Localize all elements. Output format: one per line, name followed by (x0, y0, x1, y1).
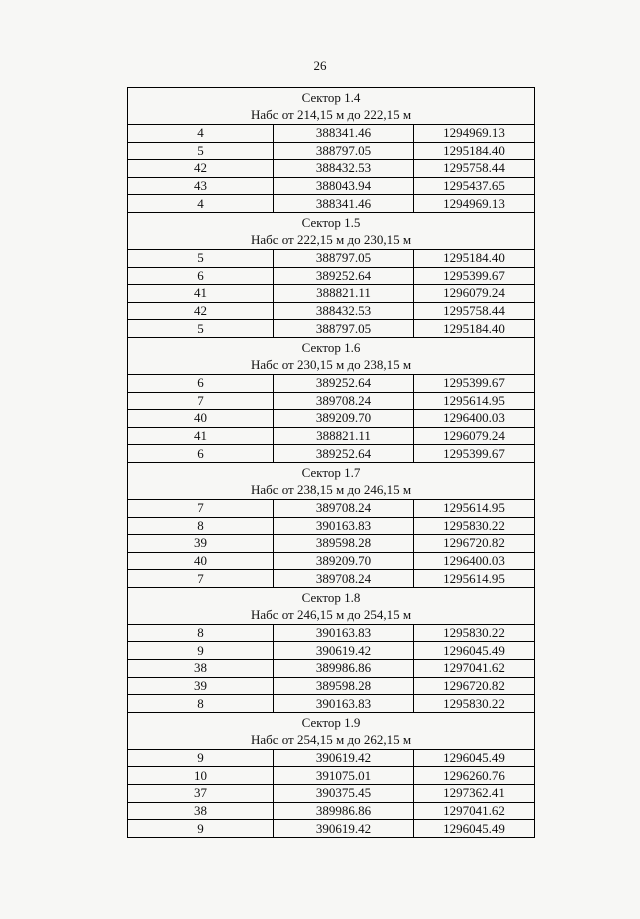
coordinate-x: 389986.86 (274, 660, 414, 678)
point-number: 9 (128, 642, 274, 660)
table-row (128, 177, 535, 195)
coordinate-y: 1295830.22 (414, 695, 535, 713)
table-row (128, 410, 535, 428)
coordinate-y: 1296079.24 (414, 427, 535, 445)
coordinate-y: 1295184.40 (414, 320, 535, 338)
point-number: 38 (128, 802, 274, 820)
sector-title: Сектор 1.6 (301, 339, 361, 355)
coordinate-x: 390619.42 (274, 642, 414, 660)
point-number: 42 (128, 302, 274, 320)
coordinate-y: 1296260.76 (414, 767, 535, 785)
table-row (128, 125, 535, 143)
coordinate-y: 1296400.03 (414, 410, 535, 428)
sector-header (128, 212, 535, 249)
point-number: 7 (128, 570, 274, 588)
table-row (128, 142, 535, 160)
table-row (128, 517, 535, 535)
point-number: 8 (128, 695, 274, 713)
sector-title: Сектор 1.5 (301, 214, 361, 230)
table-row (128, 392, 535, 410)
table-row (128, 749, 535, 767)
point-number: 39 (128, 677, 274, 695)
sector-header (128, 587, 535, 624)
point-number: 6 (128, 374, 274, 392)
coordinate-y: 1294969.13 (414, 195, 535, 213)
coordinate-y: 1295399.67 (414, 445, 535, 463)
table-row (128, 624, 535, 642)
coordinate-x: 388821.11 (274, 285, 414, 303)
coordinate-y: 1295399.67 (414, 374, 535, 392)
table-row (128, 249, 535, 267)
table-row (128, 320, 535, 338)
point-number: 37 (128, 785, 274, 803)
coordinate-y: 1295758.44 (414, 160, 535, 178)
table-row (128, 767, 535, 785)
point-number: 40 (128, 552, 274, 570)
point-number: 7 (128, 499, 274, 517)
point-number: 6 (128, 445, 274, 463)
point-number: 41 (128, 427, 274, 445)
sector-header (128, 337, 535, 374)
coordinate-x: 389209.70 (274, 410, 414, 428)
coordinate-x: 388341.46 (274, 125, 414, 143)
sector-title: Сектор 1.7 (301, 464, 361, 480)
coordinate-x: 390375.45 (274, 785, 414, 803)
coordinate-y: 1295184.40 (414, 142, 535, 160)
point-number: 8 (128, 624, 274, 642)
coordinate-y: 1295399.67 (414, 267, 535, 285)
coordinate-y: 1296400.03 (414, 552, 535, 570)
point-number: 38 (128, 660, 274, 678)
point-number: 42 (128, 160, 274, 178)
point-number: 5 (128, 320, 274, 338)
sector-title: Сектор 1.4 (301, 90, 361, 105)
point-number: 8 (128, 517, 274, 535)
table-row (128, 642, 535, 660)
coordinate-x: 389252.64 (274, 445, 414, 463)
coordinate-x: 391075.01 (274, 767, 414, 785)
table-row (128, 552, 535, 570)
coordinate-y: 1295614.95 (414, 392, 535, 410)
table-row (128, 785, 535, 803)
point-number: 4 (128, 125, 274, 143)
sector-header-row (128, 462, 535, 499)
sector-elevation-range: Набс от 254,15 м до 262,15 м (250, 731, 412, 747)
coordinate-x: 389708.24 (274, 499, 414, 517)
coordinate-x: 390163.83 (274, 624, 414, 642)
table-row (128, 677, 535, 695)
sector-elevation-range: Набс от 238,15 м до 246,15 м (250, 481, 412, 497)
sector-header-row (128, 587, 535, 624)
sector-elevation-range: Набс от 230,15 м до 238,15 м (250, 356, 412, 372)
point-number: 41 (128, 285, 274, 303)
point-number: 7 (128, 392, 274, 410)
coordinate-x: 390163.83 (274, 517, 414, 535)
table-row (128, 570, 535, 588)
coordinate-x: 388432.53 (274, 302, 414, 320)
coordinate-x: 389209.70 (274, 552, 414, 570)
point-number: 4 (128, 195, 274, 213)
sector-elevation-range: Набс от 222,15 м до 230,15 м (250, 231, 412, 247)
coordinate-y: 1295184.40 (414, 249, 535, 267)
coordinate-y: 1297041.62 (414, 660, 535, 678)
sector-elevation-range: Набс от 214,15 м до 222,15 м (250, 107, 412, 122)
table-row (128, 427, 535, 445)
table-row (128, 499, 535, 517)
coordinate-y: 1295614.95 (414, 570, 535, 588)
sector-header (128, 88, 535, 125)
coordinate-x: 390619.42 (274, 820, 414, 838)
coordinate-y: 1297362.41 (414, 785, 535, 803)
coordinate-x: 388821.11 (274, 427, 414, 445)
sector-title: Сектор 1.9 (301, 714, 361, 730)
coordinate-x: 389708.24 (274, 392, 414, 410)
coordinate-y: 1296720.82 (414, 535, 535, 553)
sector-title: Сектор 1.8 (301, 589, 361, 605)
coordinate-x: 390163.83 (274, 695, 414, 713)
table-row (128, 195, 535, 213)
coordinate-x: 389598.28 (274, 535, 414, 553)
table-row (128, 695, 535, 713)
coordinate-x: 388797.05 (274, 249, 414, 267)
table-row (128, 160, 535, 178)
coordinate-x: 389252.64 (274, 374, 414, 392)
sector-elevation-range: Набс от 246,15 м до 254,15 м (250, 606, 412, 622)
coordinate-y: 1296079.24 (414, 285, 535, 303)
coordinate-y: 1295830.22 (414, 517, 535, 535)
table-row (128, 374, 535, 392)
coordinate-x: 389252.64 (274, 267, 414, 285)
point-number: 9 (128, 820, 274, 838)
coordinate-x: 389708.24 (274, 570, 414, 588)
coordinates-table (127, 87, 535, 838)
point-number: 6 (128, 267, 274, 285)
coordinate-x: 388797.05 (274, 142, 414, 160)
point-number: 40 (128, 410, 274, 428)
coordinate-y: 1295614.95 (414, 499, 535, 517)
coordinate-x: 389598.28 (274, 677, 414, 695)
sector-header-row (128, 712, 535, 749)
table-row (128, 820, 535, 838)
point-number: 9 (128, 749, 274, 767)
coordinate-x: 390619.42 (274, 749, 414, 767)
coordinate-y: 1295437.65 (414, 177, 535, 195)
coordinate-x: 389986.86 (274, 802, 414, 820)
sector-header-row (128, 88, 535, 125)
sector-header (128, 462, 535, 499)
table-row (128, 302, 535, 320)
coordinate-x: 388043.94 (274, 177, 414, 195)
point-number: 39 (128, 535, 274, 553)
coordinate-x: 388341.46 (274, 195, 414, 213)
sector-header (128, 712, 535, 749)
coordinate-y: 1296045.49 (414, 749, 535, 767)
coordinate-x: 388432.53 (274, 160, 414, 178)
coordinate-x: 388797.05 (274, 320, 414, 338)
coordinate-y: 1296045.49 (414, 820, 535, 838)
point-number: 5 (128, 142, 274, 160)
table-row (128, 267, 535, 285)
table-row (128, 802, 535, 820)
page-number: 26 (313, 58, 327, 73)
coordinate-y: 1294969.13 (414, 125, 535, 143)
table-row (128, 445, 535, 463)
sector-header-row (128, 337, 535, 374)
coordinates-table-body (128, 88, 535, 838)
table-row (128, 660, 535, 678)
point-number: 10 (128, 767, 274, 785)
sector-header-row (128, 212, 535, 249)
point-number: 43 (128, 177, 274, 195)
table-row (128, 285, 535, 303)
coordinate-y: 1296720.82 (414, 677, 535, 695)
coordinate-y: 1295758.44 (414, 302, 535, 320)
coordinate-y: 1296045.49 (414, 642, 535, 660)
coordinate-y: 1295830.22 (414, 624, 535, 642)
point-number: 5 (128, 249, 274, 267)
table-row (128, 535, 535, 553)
coordinate-y: 1297041.62 (414, 802, 535, 820)
